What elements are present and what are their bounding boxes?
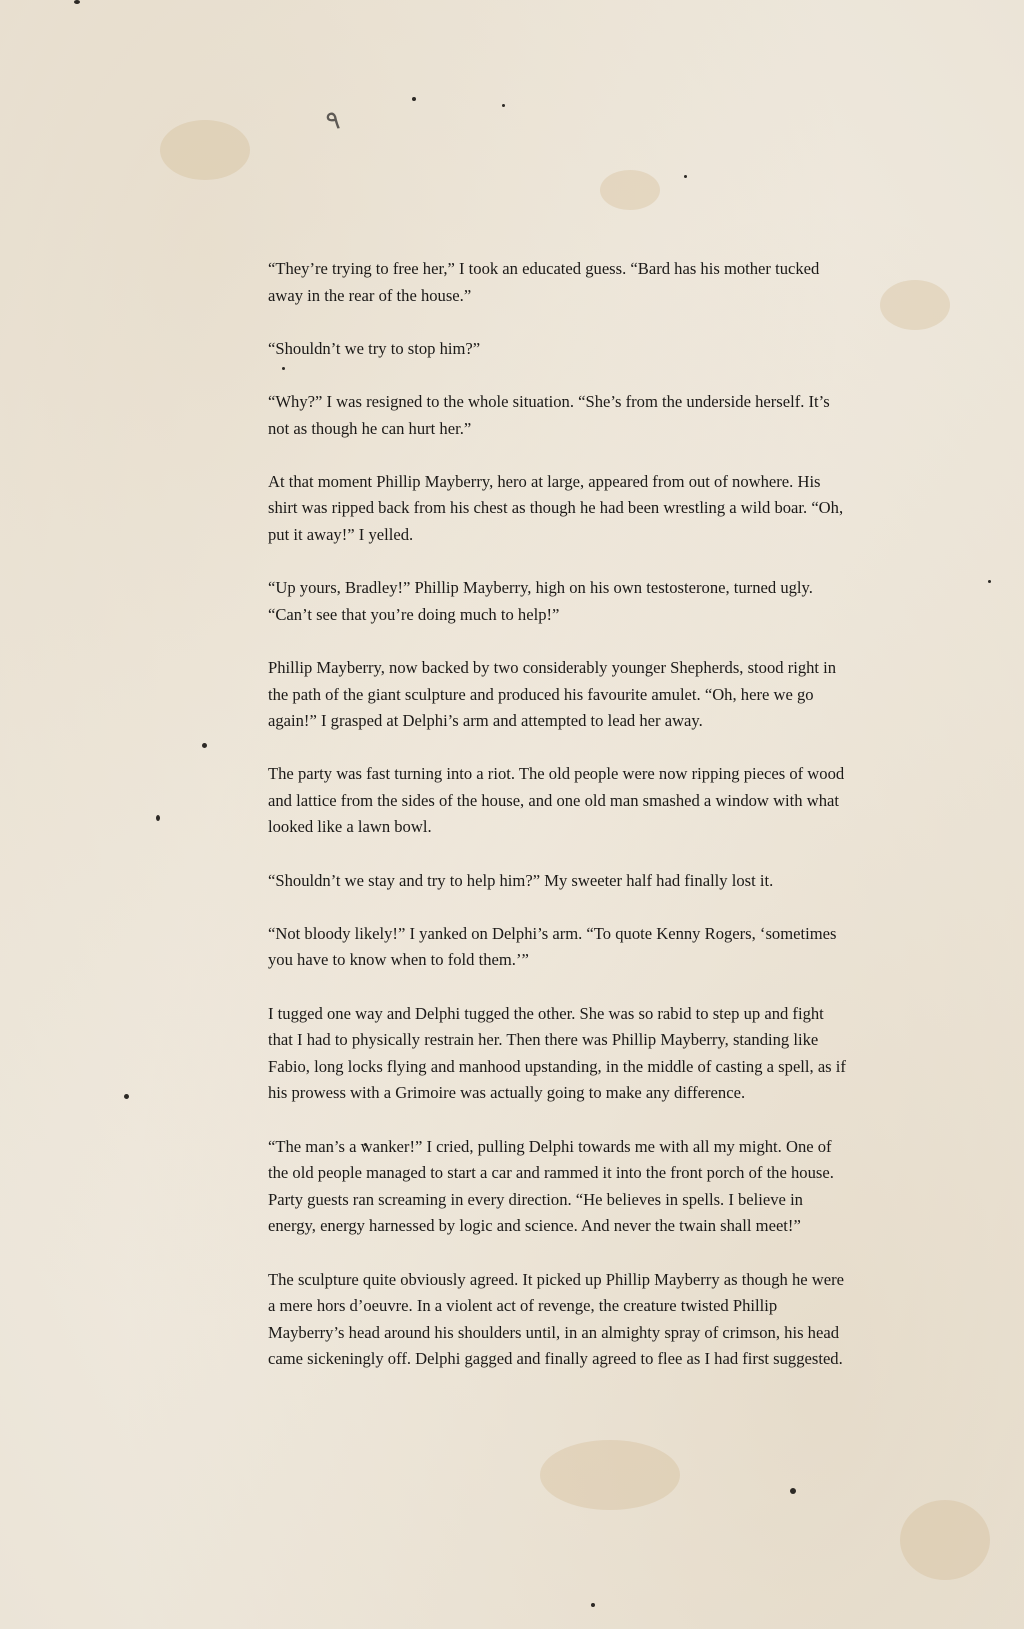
paper-stain [160,120,250,180]
ink-speck [684,175,687,178]
paragraph: “Not bloody likely!” I yanked on Delphi’s arm. “To quote Kenny Rogers, ‘sometimes you have to know when to fold them.’” [268,923,837,970]
ink-speck [202,743,207,748]
paragraph: “They’re trying to free her,” I took an educated guess. “Bard has his mother tucked away in the rear of the house.” [268,259,820,305]
paper-stain [600,170,660,210]
paragraph: The party was fast turning into a riot. The old people were now ripping pieces of wood and lattice from the sides of the house, and one old man smashed a window with what looked like a lawn bowl. [268,764,845,837]
paragraph: The sculpture quite obviously agreed. It picked up Phillip Mayberry as though he were a mere hors d’oeuvre. In a violent act of revenge, the creature twisted Phillip Mayberry’s head around his shoulders until, in an almighty spray of crimson, his head came sickeningly off. Delphi gagged and finally agreed to flee as I had first suggested. [268,1269,845,1369]
paragraph: “Why?” I was resigned to the whole situation. “She’s from the underside herself. It’s not as though he can hurt her.” [268,391,830,438]
paper-stain [880,280,950,330]
ink-speck [124,1094,129,1099]
ink-speck [988,580,991,583]
margin-pencil-mark: ٩ [323,105,342,137]
book-text-body [268,256,848,1373]
paragraph: “Up yours, Bradley!” Phillip Mayberry, high on his own testosterone, turned ugly. “Can’t see that you’re doing much to help!” [268,578,813,624]
paragraph: I tugged one way and Delphi tugged the other. She was so rabid to step up and fight that I had to physically restrain her. Then there was Phillip Mayberry, standing like Fabio, long locks flying and manhood upstanding, in the middle of casting a spell, as if his prowess with a Grimoire was actually going to make any difference. [268,1003,846,1103]
paragraph: “Shouldn’t we stay and try to help him?” My sweeter half had finally lost it. [268,870,774,890]
paragraph: “Shouldn’t we try to stop him?” [268,338,481,358]
paper-stain [540,1440,680,1510]
paragraph: Phillip Mayberry, now backed by two considerably younger Shepherds, stood right in the path of the giant sculpture and produced his favourite amulet. “Oh, here we go again!” I grasped at Delphi’s arm and attempted to lead her away. [268,657,837,731]
ink-speck [156,815,160,821]
ink-speck [74,0,80,4]
ink-speck [790,1488,796,1494]
paragraph: “The man’s a wanker!” I cried, pulling Delphi towards me with all my might. One of the old people managed to start a car and rammed it into the front porch of the house. Party guests ran screaming in every direction. “He believes in spells. I believe in energy, energy harnessed by logic and science. And never the twain shall meet!” [268,1136,834,1236]
ink-speck [502,104,505,107]
paragraph: At that moment Phillip Mayberry, hero at large, appeared from out of nowhere. His shirt was ripped back from his chest as though he had been wrestling a wild boar. “Oh, put it away!” I yelled. [268,471,844,544]
ink-speck [412,97,416,101]
ink-speck [591,1603,595,1607]
paper-stain [900,1500,990,1580]
